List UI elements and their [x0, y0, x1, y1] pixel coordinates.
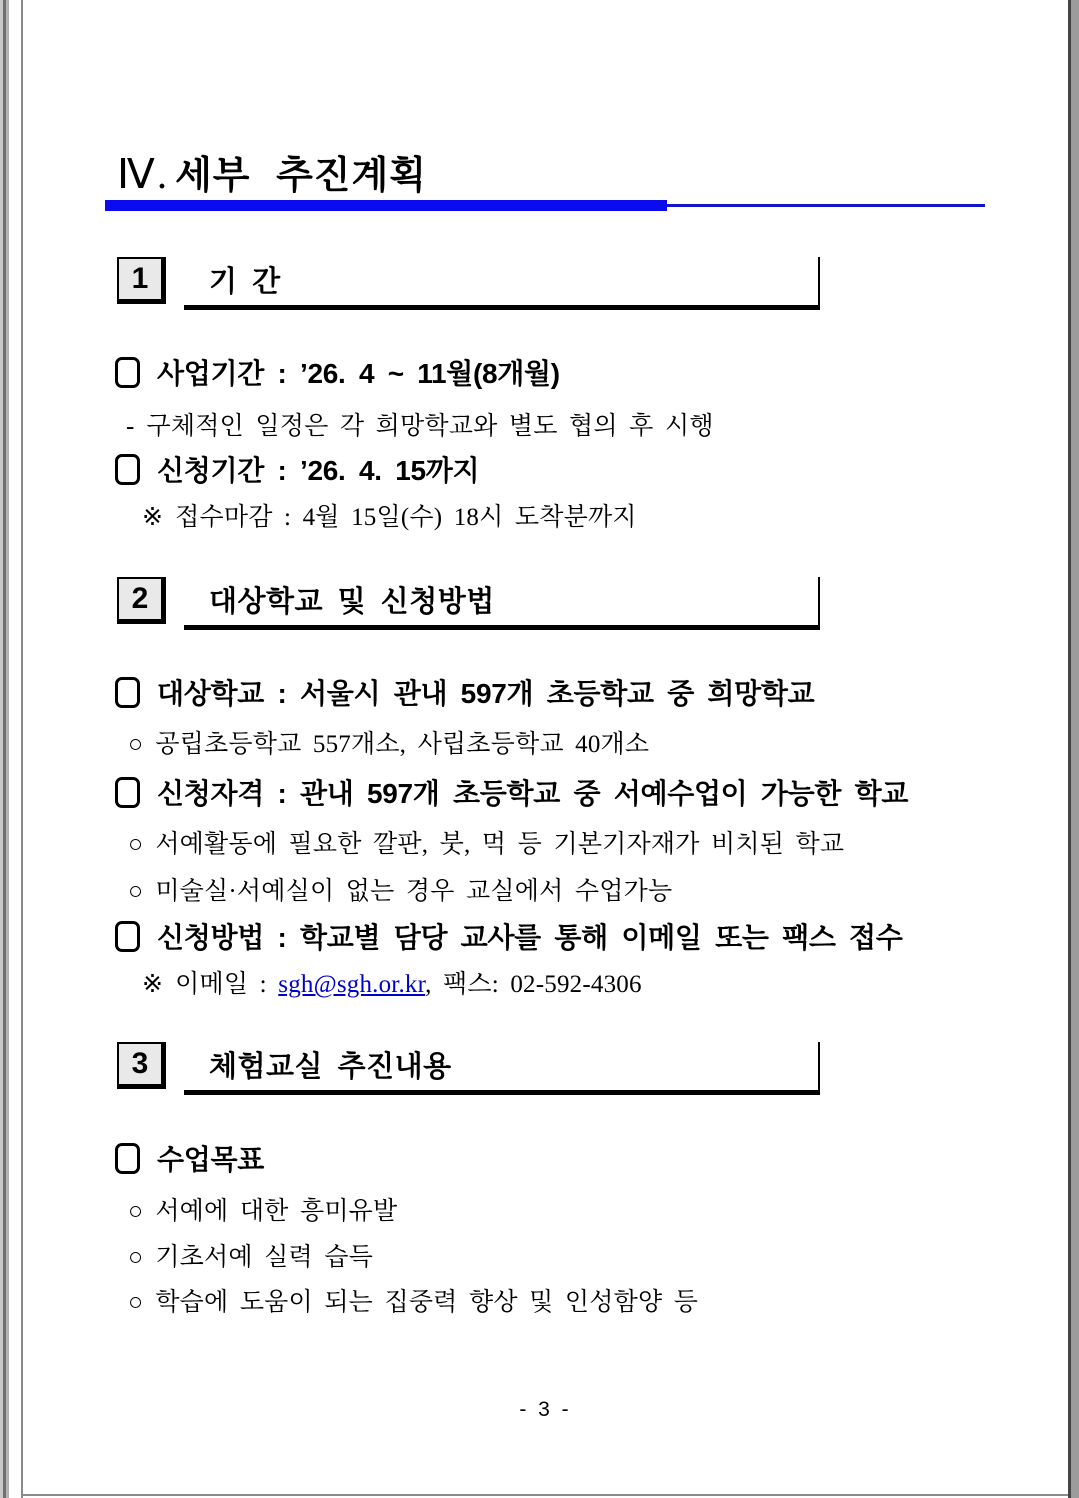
list-item	[115, 1143, 264, 1177]
list-item	[128, 1288, 698, 1318]
list-item-label: 미술실·서예실이 없는 경우 교실에서 수업가능	[155, 878, 673, 905]
list-item	[128, 730, 649, 760]
list-item-label: 기초서예 실력 습득	[155, 1244, 374, 1271]
list-item	[128, 1197, 397, 1227]
circle-bullet-icon: ○	[128, 1244, 144, 1271]
list-item	[128, 830, 844, 860]
reference-mark-icon: ※	[142, 971, 164, 998]
list-item-label: 구체적인 일정은 각 희망학교와 별도 협의 후 시행	[146, 413, 714, 440]
page-title	[117, 150, 427, 198]
section-number-badge: 2	[117, 577, 166, 624]
list-item	[126, 412, 714, 442]
list-item	[142, 503, 637, 533]
list-item-label: 신청자격 : 관내 597개 초등학교 중 서예수업이 가능한 학교	[157, 778, 909, 809]
checkbox-bullet-icon	[115, 777, 140, 808]
list-item	[115, 357, 560, 391]
circle-bullet-icon: ○	[128, 731, 144, 758]
page-border-left	[21, 0, 23, 1498]
title-text: 세부 추진계획	[175, 155, 427, 197]
title-underline-rule	[105, 200, 985, 212]
title-underline-thin	[667, 204, 985, 207]
section-number-badge: 3	[117, 1042, 166, 1089]
page-border-bottom	[21, 1494, 1068, 1496]
list-item	[115, 677, 814, 711]
section-title: 체험교실 추진내용	[184, 1042, 820, 1095]
list-item-label: 수업목표	[157, 1144, 264, 1175]
list-item-label: 신청방법 : 학교별 담당 교사를 통해 이메일 또는 팩스 접수	[157, 922, 903, 953]
circle-bullet-icon: ○	[128, 1198, 144, 1225]
list-item	[115, 921, 903, 955]
dash-bullet-icon: -	[126, 413, 135, 440]
checkbox-bullet-icon	[115, 1143, 140, 1174]
fax-label: , 팩스: 02-592-4306	[425, 971, 642, 998]
title-roman-numeral: Ⅳ.	[117, 151, 170, 197]
list-item	[128, 1243, 373, 1273]
checkbox-bullet-icon	[115, 454, 140, 485]
checkbox-bullet-icon	[115, 357, 140, 388]
list-item-label: 서예활동에 필요한 깔판, 붓, 먹 등 기본기자재가 비치된 학교	[155, 831, 845, 858]
section-header-2	[117, 577, 820, 630]
list-item-label: 사업기간 : ’26. 4 ~ 11월(8개월)	[157, 358, 560, 389]
section-header-1	[117, 257, 820, 310]
page-edge-shadow-left	[6, 0, 9, 1498]
page-number: - 3 -	[519, 1398, 572, 1421]
circle-bullet-icon: ○	[128, 878, 144, 905]
checkbox-bullet-icon	[115, 921, 140, 952]
email-label: 이메일 :	[175, 971, 279, 998]
checkbox-bullet-icon	[115, 677, 140, 708]
list-item-label: 공립초등학교 557개소, 사립초등학교 40개소	[155, 731, 650, 758]
section-header-3	[117, 1042, 820, 1095]
list-item-label: 신청기간 : ’26. 4. 15까지	[157, 455, 480, 486]
list-item-label: 학습에 도움이 되는 집중력 향상 및 인성함양 등	[155, 1289, 699, 1316]
reference-mark-icon: ※	[142, 504, 164, 531]
list-item	[142, 970, 642, 1000]
section-number-badge: 1	[117, 257, 166, 304]
list-item-label: 대상학교 : 서울시 관내 597개 초등학교 중 희망학교	[157, 678, 815, 709]
list-item-label: 접수마감 : 4월 15일(수) 18시 도착분까지	[175, 504, 637, 531]
list-item	[115, 454, 479, 488]
email-link[interactable]: sgh@sgh.or.kr	[278, 971, 426, 998]
circle-bullet-icon: ○	[128, 831, 144, 858]
section-title: 대상학교 및 신청방법	[184, 577, 820, 630]
page-edge-shadow-right	[1071, 0, 1079, 1498]
circle-bullet-icon: ○	[128, 1289, 144, 1316]
title-underline-thick	[105, 200, 667, 211]
list-item	[128, 877, 672, 907]
section-title: 기 간	[184, 257, 820, 310]
list-item-label: 서예에 대한 흥미유발	[155, 1198, 398, 1225]
list-item	[115, 777, 908, 811]
